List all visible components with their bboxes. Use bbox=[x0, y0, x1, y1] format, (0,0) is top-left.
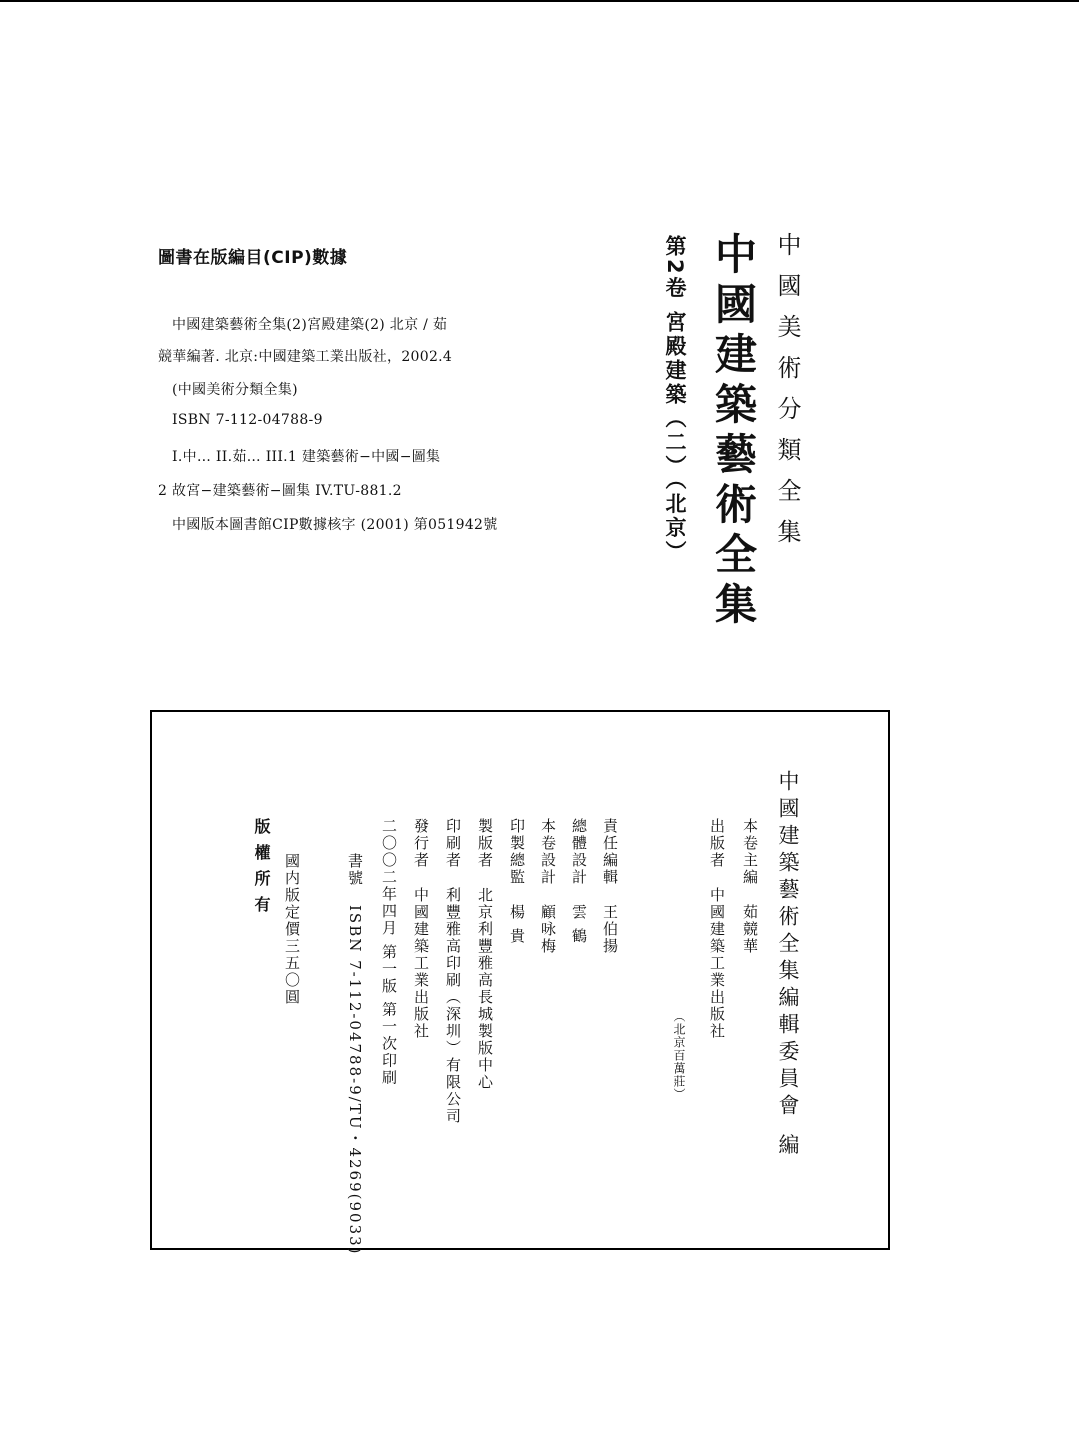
chief-editor-label: 本卷主編 bbox=[741, 818, 759, 886]
volume-design-line bbox=[538, 818, 559, 955]
print-supervisor-label: 印製總監 bbox=[508, 818, 526, 886]
publisher-name: 中國建築工業出版社 bbox=[708, 887, 726, 1040]
cip-line: ISBN 7-112-04788-9 bbox=[172, 412, 323, 428]
overall-design-name: 雲 鶴 bbox=[570, 904, 588, 945]
distributor-label: 發行者 bbox=[412, 818, 430, 869]
printer-name: 利豐雅高印刷（深圳）有限公司 bbox=[444, 887, 462, 1125]
cip-line: 競華編著. 北京:中國建築工業出版社，2002.4 bbox=[158, 349, 453, 365]
responsible-editor-label: 責任編輯 bbox=[601, 818, 619, 886]
publisher-address: （北京百萬莊） bbox=[672, 1010, 686, 1101]
cip-line: 2 故宮−建築藝術−圖集 IV.TU-881.2 bbox=[158, 483, 402, 499]
publisher-line bbox=[707, 818, 728, 1040]
price-line: 國内版定價三五〇圓 bbox=[283, 853, 301, 1006]
distributor-line bbox=[411, 818, 432, 1040]
plate-maker-name: 北京利豐雅高長城製版中心 bbox=[476, 887, 494, 1091]
book-number-value: ISBN 7-112-04788-9/TU・4269(9033) bbox=[346, 905, 364, 1256]
top-border-line bbox=[0, 0, 1079, 2]
volume-design-label: 本卷設計 bbox=[539, 818, 557, 886]
collection-title: 中國建築藝術全集 bbox=[709, 232, 758, 632]
cip-heading: 圖書在版編目(CIP)數據 bbox=[158, 248, 348, 268]
chief-editor-name: 茹競華 bbox=[741, 904, 759, 955]
volume-title: 第2卷 宮殿建築（二）（北京） bbox=[663, 235, 687, 565]
plate-maker-line bbox=[475, 818, 496, 1091]
chief-editor-line bbox=[740, 818, 761, 955]
copyright-notice: 版權所有 bbox=[252, 818, 271, 922]
editorial-board: 中國建築藝術全集編輯委員會 編 bbox=[776, 770, 800, 1161]
print-supervisor-line bbox=[507, 818, 528, 945]
volume-design-name: 顧咏梅 bbox=[539, 904, 557, 955]
responsible-editor-name: 王伯揚 bbox=[601, 904, 619, 955]
responsible-editor-line bbox=[600, 818, 621, 955]
print-supervisor-name: 楊 貴 bbox=[508, 904, 526, 945]
book-number-line bbox=[345, 853, 366, 1256]
cip-line: (中國美術分類全集) bbox=[172, 382, 298, 398]
series-title: 中國美術分類全集 bbox=[773, 232, 801, 560]
cip-line: 中國建築藝術全集(2)宮殿建築(2) 北京 / 茹 bbox=[172, 317, 448, 333]
cip-line: I.中… II.茹… III.1 建築藝術−中國−圖集 bbox=[172, 449, 441, 465]
printer-label: 印刷者 bbox=[444, 818, 462, 869]
printer-line bbox=[443, 818, 464, 1125]
publisher-label: 出版者 bbox=[708, 818, 726, 869]
overall-design-line bbox=[569, 818, 590, 945]
plate-maker-label: 製版者 bbox=[476, 818, 494, 869]
book-number-label: 書號 bbox=[346, 853, 364, 887]
edition-line: 二〇〇二年四月 第一版 第一次印刷 bbox=[380, 818, 398, 1087]
cip-line: 中國版本圖書館CIP數據核字 (2001) 第051942號 bbox=[172, 517, 498, 533]
distributor-name: 中國建築工業出版社 bbox=[412, 887, 430, 1040]
overall-design-label: 總體設計 bbox=[570, 818, 588, 886]
